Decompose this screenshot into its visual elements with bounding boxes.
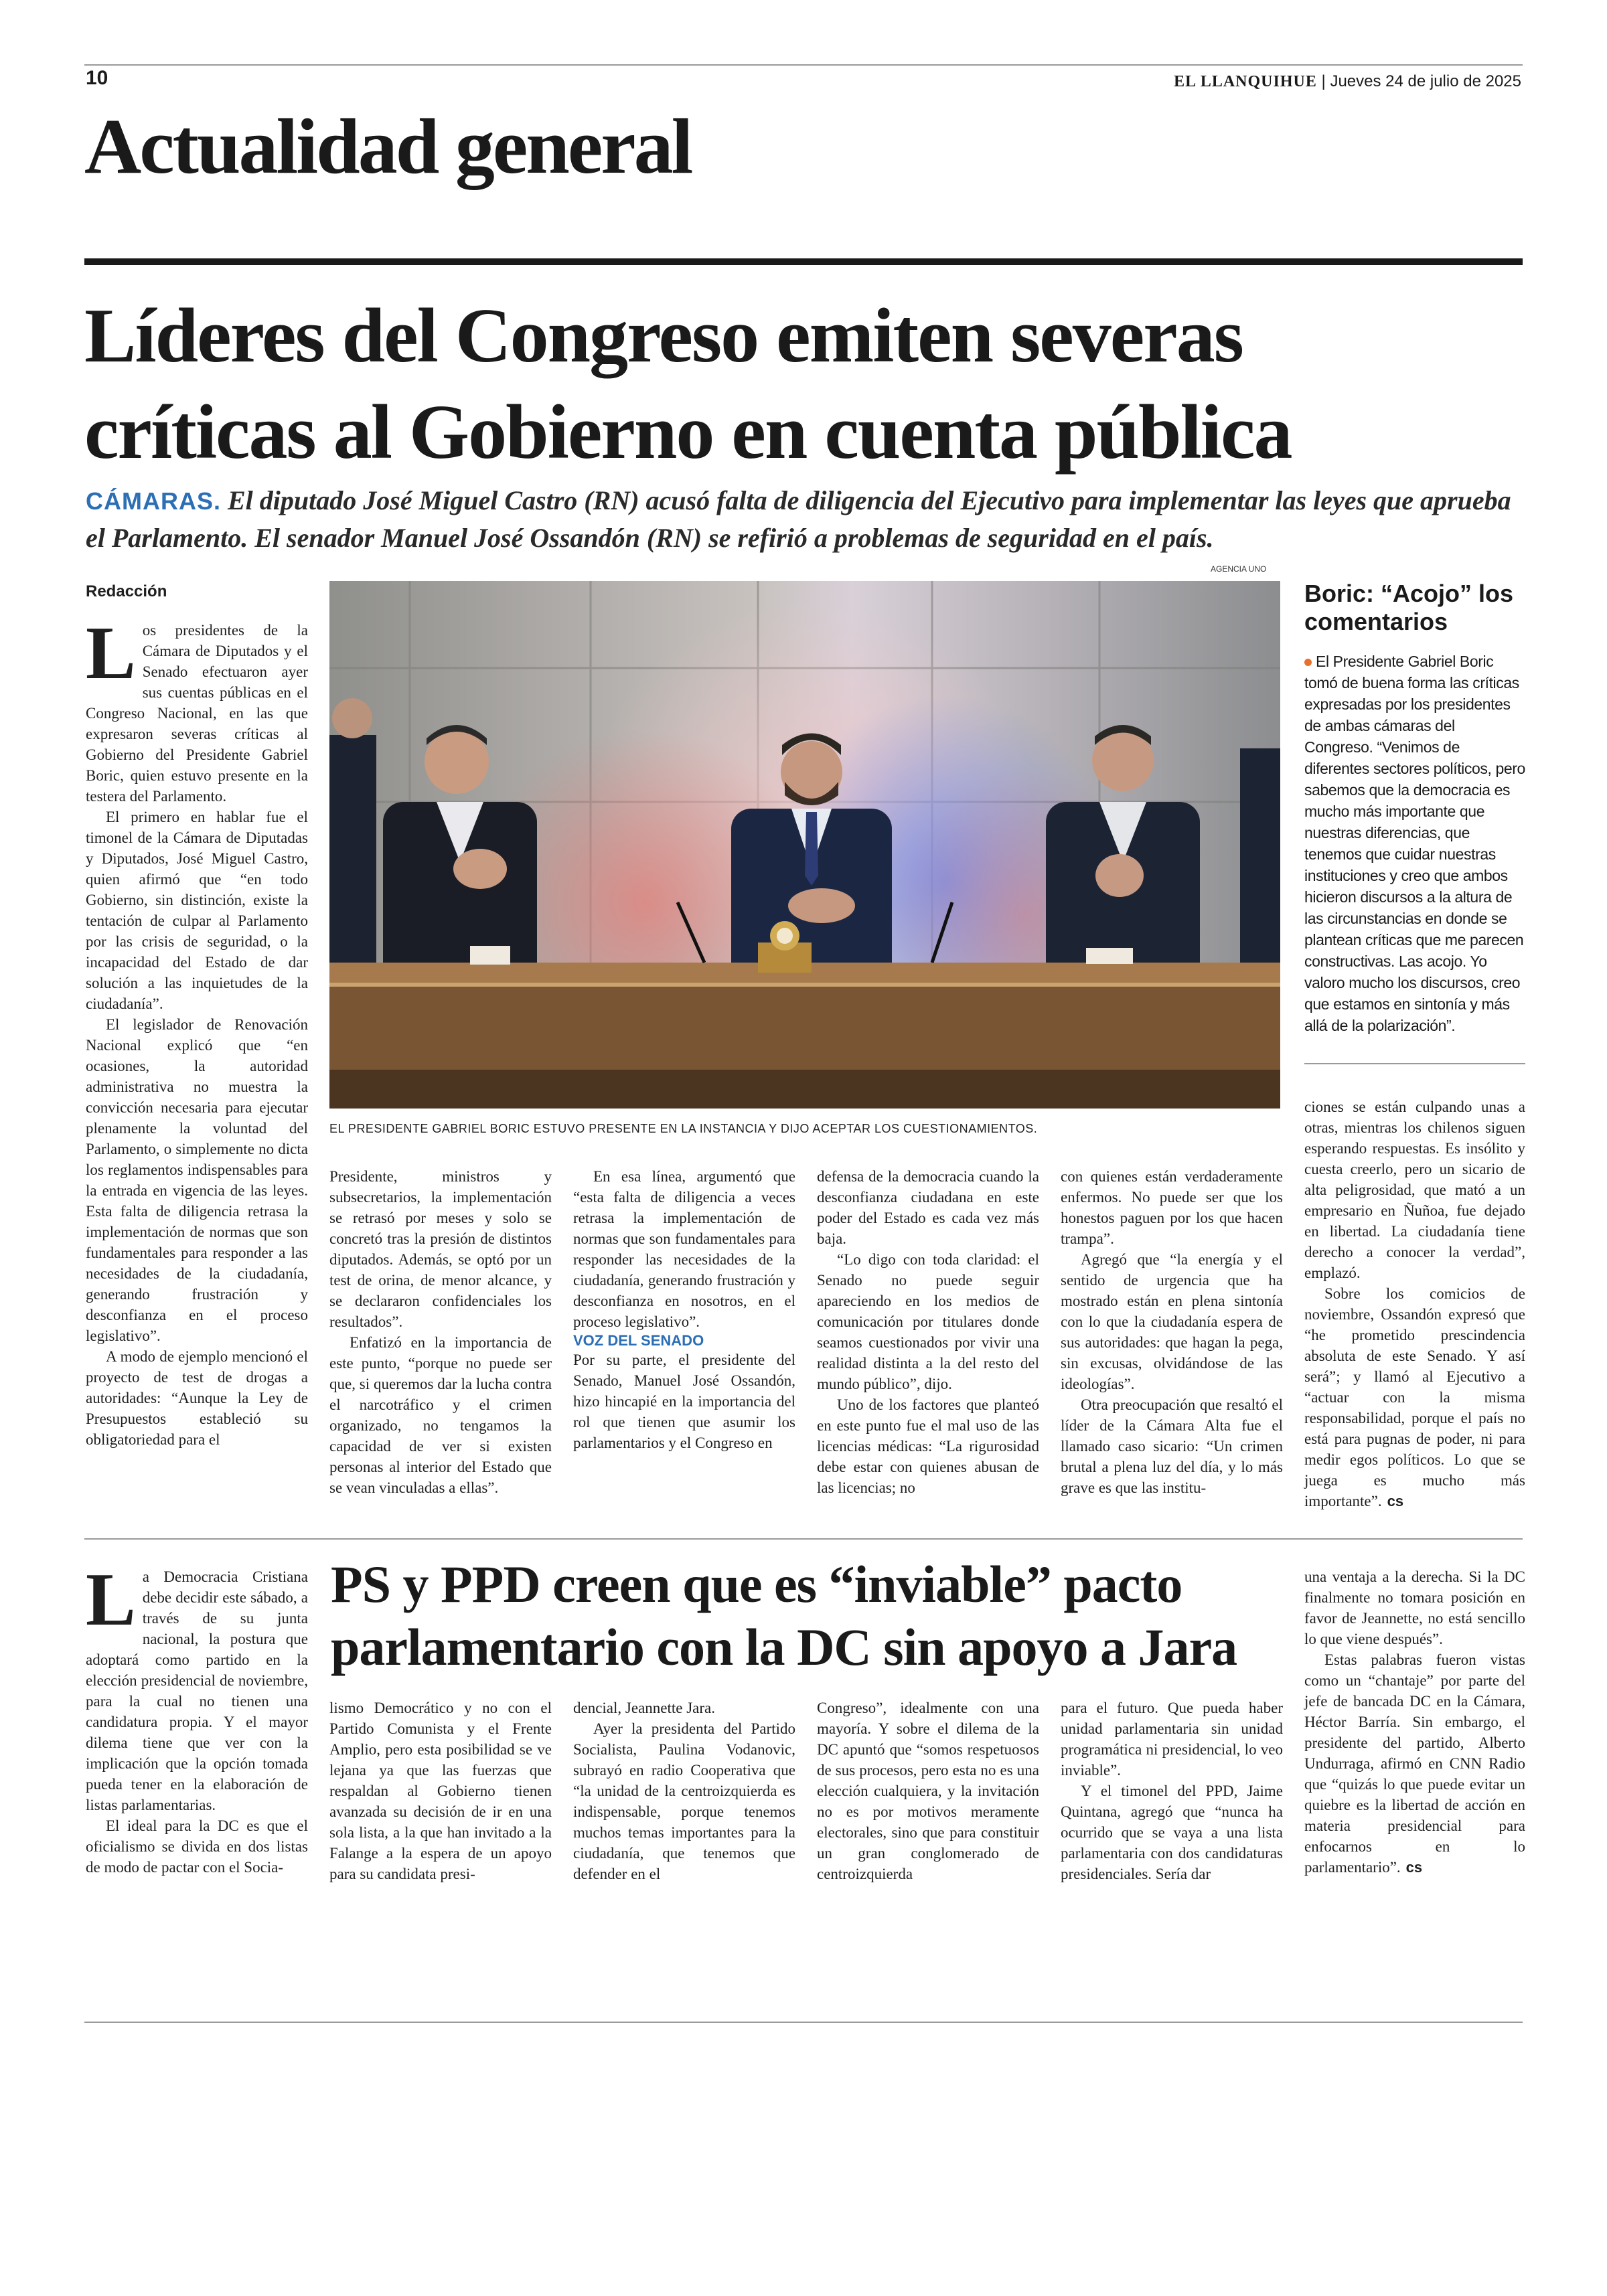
photo-illustration — [329, 581, 1280, 1109]
article-paragraph: A modo de ejemplo mencionó el proyecto de test de drogas a autoridades: “Aunque la Ley de Presupuestos estableció su obligatoriedad para el — [86, 1348, 308, 1448]
bullet-dot-icon — [1304, 659, 1312, 666]
article-paragraph: dencial, Jeannette Jara. — [573, 1700, 715, 1716]
headline-line-1: Líderes del Congreso emiten severas — [84, 293, 1243, 379]
article-deck — [86, 482, 1525, 557]
article2-column-4 — [817, 1698, 1039, 1884]
end-mark: cs — [1405, 1859, 1423, 1876]
paragraph-text: a Democracia Cristiana debe decidir este sábado, a través de su junta nacional, la postura que adoptará como partido en la elección presidencial de noviembre, para la cual no tienen una candidatura propia. Y el mayor dilema tiene que ver con la implicación que la opción tomada pueda tener en la elaboración de listas parlamentarias. — [86, 1568, 308, 1813]
article-paragraph — [86, 1558, 308, 1815]
deck-kicker: CÁMARAS. — [86, 487, 221, 515]
deck-text: El diputado José Miguel Castro (RN) acusó falta de diligencia del Ejecutivo para implementar las leyes que aprueba el Parlamento. El senador Manuel José Ossandón (RN) se refirió a problemas de seguridad en el país. — [86, 485, 1511, 553]
article-paragraph: Agregó que “la energía y el sentido de urgencia que ha mostrado están en plena sintonía con lo que la ciudadanía espera de sus autoridades: que hagan la pega, sin excusas, olvidándose de las ideologías”. — [1061, 1251, 1283, 1392]
article-paragraph: Ayer la presidenta del Partido Socialista, Paulina Vodanovic, subrayó en radio Cooperativa que “la unidad de la centroizquierda es indispensable, porque tenemos muchos temas importantes para la ciudadanía, que tenemos que defender en el — [573, 1720, 795, 1882]
article-paragraph: El primero en hablar fue el timonel de la Cámara de Diputadas y Diputados, José Miguel Castro, quien afirmó que “en todo Gobierno, sin distinción, existe la tentación de culpar al Parlamento por las crisis de seguridad, o la incapacidad del Estado de dar solución a las inquietudes de la ciudadanía”. — [86, 809, 308, 1012]
article2-column-6 — [1304, 1566, 1525, 1878]
article-paragraph — [1304, 1283, 1525, 1511]
paragraph-text: os presidentes de la Cámara de Diputados y el Senado efectuaron ayer sus cuentas públicas en el Congreso Nacional, en las que expresaron severas críticas al Gobierno del Presidente Gabriel Boric, quien estuvo presente en la testera del Parlamento. — [86, 622, 308, 805]
issue-date: Jueves 24 de julio de 2025 — [1330, 72, 1521, 90]
headline-top-rule — [84, 258, 1523, 265]
drop-cap: L — [86, 1558, 136, 1641]
article-paragraph: Uno de los factores que planteó en este punto fue el mal uso de las licencias médicas: “La rigurosidad debe estar con quienes abusan de las licencias; no — [817, 1396, 1039, 1496]
bottom-rule — [84, 2022, 1523, 2023]
article-column-2 — [329, 1166, 552, 1498]
photo-credit: AGENCIA UNO — [1211, 564, 1267, 574]
article-paragraph: “Lo digo con toda claridad: el Senado no puede seguir apareciendo en los medios de comunicación por titulares donde seamos cuestionados por vivir una realidad distinta a la del resto del mundo público”, dijo. — [817, 1251, 1039, 1392]
article-paragraph: Y el timonel del PPD, Jaime Quintana, agregó que “nunca ha ocurrido que se vaya a una lista parlamentaria con dos candidaturas presidenciales. Sería dar — [1061, 1783, 1283, 1882]
article-column-6 — [1304, 1096, 1525, 1511]
photo-caption: EL PRESIDENTE GABRIEL BORIC ESTUVO PRESENTE EN LA INSTANCIA Y DIJO ACEPTAR LOS CUESTIONAMIENTOS. — [329, 1122, 1038, 1135]
sidebar-rule — [1304, 1063, 1525, 1064]
article-paragraph: Otra preocupación que resaltó el líder de la Cámara Alta fue el llamado caso sicario: “Un crimen brutal a plena luz del día, y lo más grave es que las institu- — [1061, 1396, 1283, 1496]
article-paragraph: con quienes están verdaderamente enfermos. No puede ser que los honestos paguen por los que hacen trampa”. — [1061, 1168, 1283, 1247]
article-divider — [84, 1538, 1523, 1540]
end-mark: cs — [1387, 1493, 1404, 1509]
article-paragraph: El legislador de Renovación Nacional explicó que “en ocasiones, la autoridad administrativa no muestra la convicción necesaria para ejecutar plenamente la voluntad del Parlamento, o simplemente no dicta los reglamentos indispensables para la entrada en vigencia de las leyes. Esta falta de diligencia retrasa la implementación de normas que son fundamentales para responder a las necesidades de la ciudadanía, generando frustración y desconfianza en el proceso legislativo”. — [86, 1016, 308, 1344]
section-title: Actualidad general — [84, 102, 692, 190]
byline: Redacción — [86, 582, 167, 600]
article2-column-1 — [86, 1558, 308, 1878]
article2-headline — [331, 1553, 1308, 1679]
article-column-3 — [573, 1166, 795, 1453]
article-paragraph: El ideal para la DC es que el oficialismo se divida en dos listas de modo de pactar con el Socia- — [86, 1817, 308, 1876]
article-paragraph: para el futuro. Que pueda haber unidad parlamentaria sin unidad programática ni presidencial, lo veo inviable”. — [1061, 1700, 1283, 1779]
news-photo — [329, 581, 1280, 1109]
subhead: VOZ DEL SENADO — [573, 1332, 704, 1349]
article-paragraph: Enfatizó en la importancia de este punto, “porque no puede ser que, si queremos dar la lucha contra el narcotráfico y el crimen organizado, no tengamos la capacidad de ver si existen personas al interior del Estado que se vean vinculadas a ellas”. — [329, 1334, 552, 1496]
headline-line-1: PS y PPD creen que es “inviable” pacto — [331, 1555, 1182, 1613]
article-paragraph: Congreso”, idealmente con una mayoría. Y sobre el dilema de la DC apuntó que “somos respetuosos de sus procesos, pero esta no es una elección cualquiera, y la invitación no es por motivos meramente electorales, sino que para constituir un gran conglomerado de centroizquierda — [817, 1700, 1039, 1882]
article2-column-3 — [573, 1698, 795, 1884]
article-paragraph: Presidente, ministros y subsecretarios, la implementación se retrasó por meses y solo se concretó tras la presión de distintos diputados. Además, se optó por un test de orina, de menor alcance, y se declararon confidenciales los resultados”. — [329, 1168, 552, 1330]
article-paragraph: En esa línea, argumentó que “esta falta de diligencia a veces retrasa la implementación de normas que son fundamentales para responder las necesidades de la ciudadanía, generando frustración y desconfianza en nosotros, en el proceso legislativo”. — [573, 1168, 795, 1330]
drop-cap: L — [86, 612, 136, 695]
article-column-5 — [1061, 1166, 1283, 1498]
article-paragraph — [1304, 1649, 1525, 1878]
paragraph-text: Sobre los comicios de noviembre, Ossandón expresó que “he prometido prescindencia absoluta de este Senado. Y así será”; y llamó al Ejecutivo a “actuar con la misma responsabilidad, porque el país no está para pugnas de poder, ni para medir egos políticos. Lo que se juega es mucho más importante”. — [1304, 1285, 1525, 1509]
article-paragraph: Por su parte, el presidente del Senado, Manuel José Ossandón, hizo hincapié en la importancia del rol que tienen que asumir los parlamentarios y el Congreso en — [573, 1351, 795, 1451]
article-column-1 — [86, 582, 308, 1450]
headline-line-2: críticas al Gobierno en cuenta pública — [84, 390, 1292, 475]
article-paragraph: lismo Democrático y no con el Partido Comunista y el Frente Amplio, pero esta posibilidad se ve lejana ya que las fuerzas que respaldan al Gobierno tienen avanzada su decisión de ir en una sola lista, a la que han invitado a la Falange a la espera de un apoyo para su candidata presi- — [329, 1700, 552, 1882]
folio-separator: | — [1321, 72, 1330, 90]
paper-name: EL LLANQUIHUE — [1174, 73, 1317, 90]
sidebar-title: Boric: “Acojo” los comentarios — [1304, 580, 1514, 635]
sidebar-text: El Presidente Gabriel Boric tomó de buena forma las críticas expresadas por los presidentes de ambas cámaras del Congreso. “Venimos de diferentes sectores políticos, pero sabemos que la democracia es mucho más importante que nuestras diferencias, que tenemos que cuidar nuestras instituciones y creo que ambos hicieron discursos a la altura de las circunstancias en donde se plantean críticas que me parecen constructivas. Las acojo. Yo valoro mucho los discursos, creo que estamos en sintonía y más allá de la polarización”. — [1304, 653, 1525, 1034]
article-paragraph: una ventaja a la derecha. Si la DC finalmente no tomara posición en favor de Jeannette, no está sencillo lo que viene después”. — [1304, 1568, 1525, 1647]
article-headline — [84, 288, 1524, 481]
article2-column-2 — [329, 1698, 552, 1884]
folio — [1174, 72, 1521, 91]
top-rule — [84, 64, 1523, 66]
paragraph-text: Estas palabras fueron vistas como un “chantaje” por parte del jefe de bancada DC en la Cámara, Héctor Barría. Sin embargo, el presidente del partido, Alberto Undurraga, afirmó en CNN Radio que “quizás lo que puede evitar un quiebre es la libertad de acción en materia presidencial para enfocarnos en lo parlamentario”. — [1304, 1651, 1525, 1876]
sidebar-body — [1304, 651, 1525, 1036]
article2-column-5 — [1061, 1698, 1283, 1884]
article-paragraph — [86, 612, 308, 807]
article-column-4 — [817, 1166, 1039, 1498]
headline-line-2: parlamentario con la DC sin apoyo a Jara — [331, 1618, 1237, 1676]
article-paragraph: ciones se están culpando unas a otras, mientras los chilenos siguen esperando respuestas. Es insólito y cuesta creerlo, pero un sicario de alta peligrosidad, que mató a un empresario en Ñuñoa, fue dejado en libertad. La ciudadanía tiene derecho a conocer la verdad”, emplazó. — [1304, 1098, 1525, 1281]
article-paragraph: defensa de la democracia cuando la desconfianza ciudadana en este poder del Estado es cada vez más baja. — [817, 1168, 1039, 1247]
page-number: 10 — [86, 67, 108, 89]
